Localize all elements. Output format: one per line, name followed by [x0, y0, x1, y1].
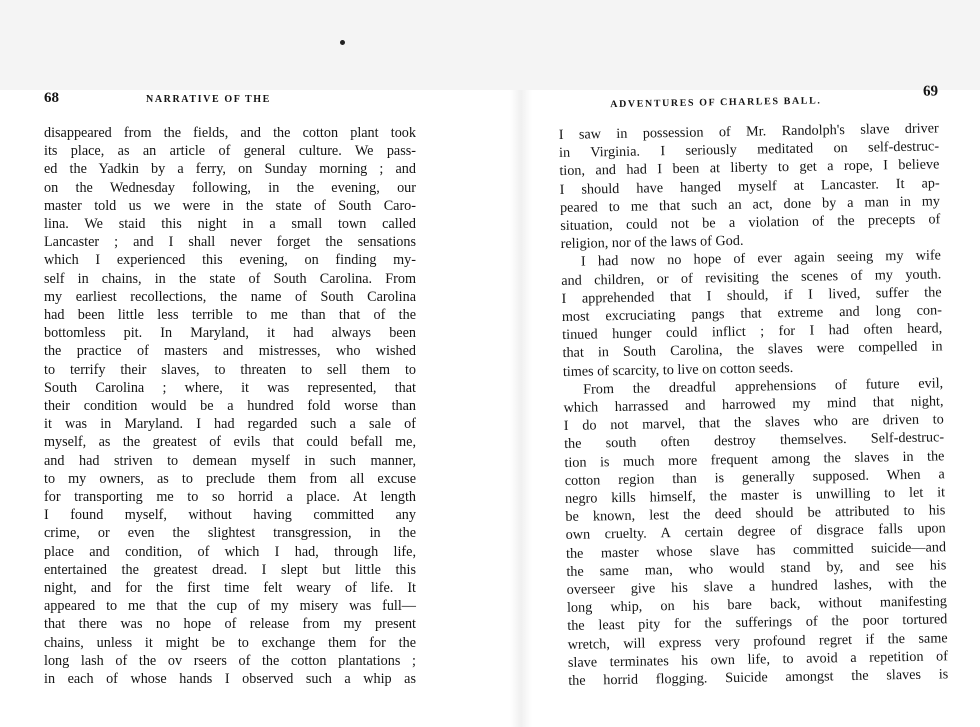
text-line: own cruelty. A certain degree of disgrace falls upon: [565, 520, 946, 544]
text-line: ed the Yadkin by a ferry, on Sunday morning ; and: [44, 161, 416, 178]
text-line: be known, lest the deed should be attributed to his: [565, 502, 946, 526]
text-line: crime, or even the slightest transgression, in the: [44, 525, 416, 542]
text-line: on the Wednesday following, in the evening, our: [44, 179, 416, 196]
text-line: it was in Maryland. I had regarded such a sale of: [44, 416, 416, 433]
text-line: situation, could not be a violation of the precepts of: [560, 211, 941, 234]
text-line: night, and for the first time felt weary of life. It: [44, 580, 416, 597]
text-line: for transporting me to so horrid a place. At length: [44, 489, 416, 506]
text-line: my earliest recollections, the name of South Carolina: [44, 288, 416, 305]
left-page-text: [44, 124, 416, 688]
text-line: in Virginia. I seriously meditated on self-destruc-: [558, 138, 940, 162]
left-page-number: 68: [44, 90, 59, 106]
text-line: cotton region than is generally supposed. When a: [564, 466, 945, 489]
text-line: lina. We staid this night in a small town called: [44, 216, 416, 233]
text-line: the least pity for the sufferings of the poor tortured: [567, 611, 948, 635]
text-line: that in South Carolina, the slaves were compelled in: [562, 338, 943, 362]
text-line: which I experienced this evening, on finding my-: [44, 252, 416, 269]
text-line: religion, nor of the laws of God.: [560, 233, 744, 253]
right-running-title: ADVENTURES OF CHARLES BALL.: [610, 95, 822, 111]
text-line: and children, or of revisiting the scenes of my youth.: [561, 265, 942, 289]
text-line: the horrid flogging. Suicide amongst the slaves is: [568, 666, 949, 690]
left-page: [44, 90, 416, 688]
text-line: their condition would be a hundred fold worse than: [44, 398, 416, 415]
text-line: its place, as an article of general culture. We pass-: [44, 143, 416, 160]
right-page-number: 69: [922, 83, 939, 100]
text-line: long lash of the ov rseers of the cotton plantations ;: [44, 652, 416, 669]
text-line: had been little less terrible to me than that of the: [44, 307, 416, 324]
text-line: tion is much more frequent among the slaves in the: [564, 447, 945, 471]
text-line: most excruciating pangs that extreme and long con-: [561, 302, 943, 325]
text-line: I apprehended that I should, if I lived, suffer the: [561, 284, 942, 307]
text-line: From the dreadful apprehensions of future evil,: [583, 375, 944, 398]
text-line: tinued hunger could inflict ; for I had often heard,: [562, 320, 943, 344]
text-line: the practice of masters and mistresses, who wished: [44, 343, 416, 360]
text-line: times of scarcity, to live on cotton seeds.: [562, 359, 794, 380]
text-line: South Carolina ; where, it was represented, that: [44, 379, 416, 396]
text-line: negro kills himself, the master is unwilling to let it: [564, 484, 946, 507]
text-line: the south often destroy themselves. Self-destruc-: [564, 429, 945, 453]
text-line: and had striven to demean myself in such manner,: [44, 452, 416, 469]
scan-speck: [340, 40, 345, 45]
text-line: appeared to me that the cup of my misery was full—: [44, 598, 416, 615]
text-line: I had now no hope of ever again seeing my wife: [580, 247, 942, 271]
text-line: bottomless pit. In Maryland, it had always been: [44, 325, 416, 342]
text-line: peared to me that such an act, done by a man in my: [559, 193, 941, 216]
right-page-text: [559, 119, 949, 690]
text-line: the same man, who would stand by, and see his: [566, 557, 947, 580]
text-line: overseer give his slave a hundred lashes, with the: [566, 575, 947, 599]
text-line: wretch, will express very profound regret if the same: [567, 629, 948, 653]
left-running-title: NARRATIVE OF THE: [146, 94, 271, 105]
text-line: to terrify their slaves, to threaten to sell them to: [44, 361, 416, 378]
text-line: tion, and had I been at liberty to get a rope, I believe: [559, 156, 940, 180]
text-line: place and condition, of which I had, through life,: [44, 543, 416, 560]
text-line: I found myself, without having committed any: [44, 507, 416, 524]
text-line: in each of whose hands I observed such a whip as: [44, 671, 416, 688]
text-line: I should have hanged myself at Lancaster. It ap-: [559, 174, 940, 198]
text-line: chains, unless it might be to exchange them for the: [44, 634, 416, 651]
text-line: entertained the greatest dread. I slept but little this: [44, 561, 416, 578]
text-line: I saw in possession of Mr. Randolph's slave driver: [558, 120, 939, 143]
text-line: long whip, on his bare back, without manifesting: [566, 593, 948, 617]
text-line: disappeared from the fields, and the cotton plant took: [44, 125, 416, 141]
text-line: I do not marvel, that the slaves who are driven to: [563, 411, 944, 435]
left-running-head: [44, 90, 416, 124]
text-line: Lancaster ; and I shall never forget the sensations: [44, 234, 416, 251]
text-line: to my owners, as to preclude them from all excuse: [44, 470, 416, 487]
text-line: that there was no hope of release from my present: [44, 616, 416, 633]
scan-margin-top: [0, 0, 980, 90]
text-line: the master whose slave has committed suicide—and: [565, 538, 947, 562]
text-line: slave terminates his own life, to avoid a repetition of: [567, 648, 949, 671]
book-gutter: [510, 90, 532, 727]
text-line: self in chains, in the state of South Carolina. From: [44, 270, 416, 287]
text-line: which harrassed and harrowed my mind that night,: [563, 393, 944, 416]
text-line: master told us we were in the state of South Caro-: [44, 197, 416, 214]
text-line: myself, as the greatest of evils that could befall me,: [44, 434, 416, 451]
right-running-head: [558, 85, 939, 126]
right-page: [558, 85, 948, 690]
